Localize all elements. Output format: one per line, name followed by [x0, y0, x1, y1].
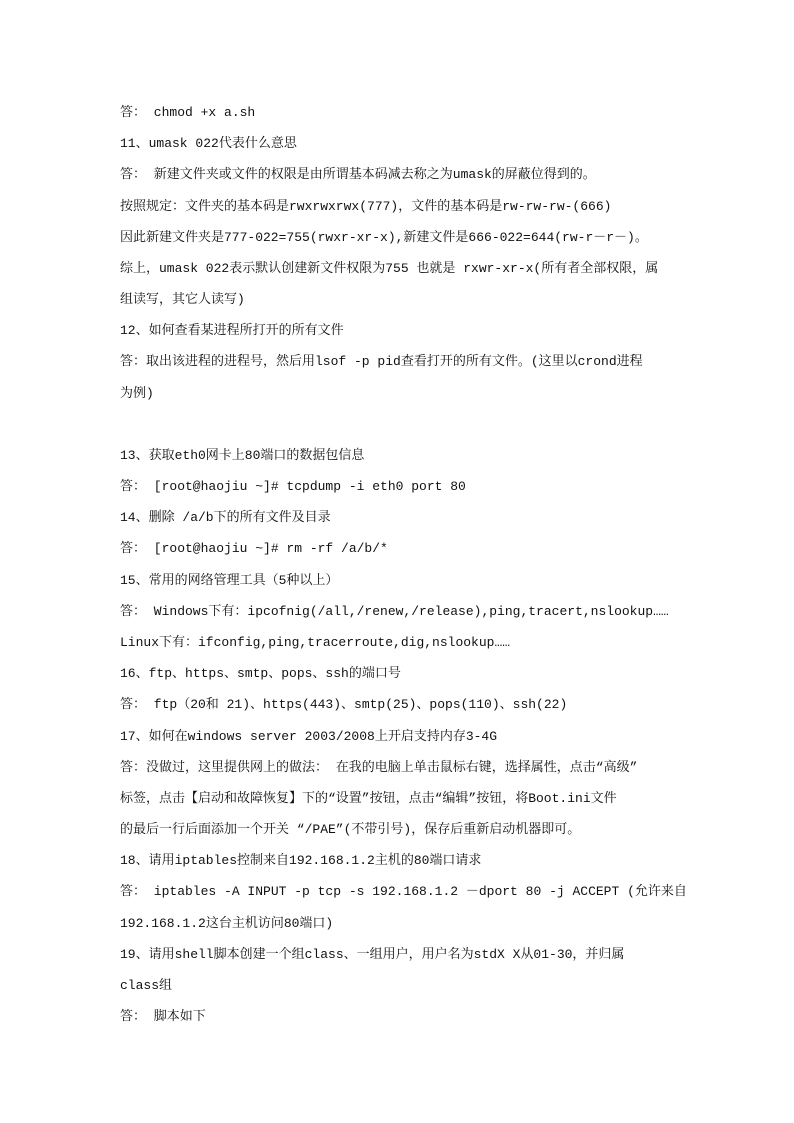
question-18: 18、请用iptables控制来自192.168.1.2主机的80端口请求: [120, 853, 482, 868]
answer-17-line-3: 的最后一行后面添加一个开关 “/PAE”(不带引号)，保存后重新启动机器即可。: [120, 822, 581, 837]
answer-chmod: 答： chmod +x a.sh: [120, 105, 256, 120]
answer-15-windows: 答： Windows下有：ipcofnig(/all,/renew,/release),ping,tracert,nslookup……: [120, 604, 669, 619]
answer-11-line-3: 因此新建文件夹是777-022=755(rwxr-xr-x),新建文件是666-022=644(rw-r－r－)。: [120, 230, 648, 245]
answer-18-line-2: 192.168.1.2这台主机访问80端口): [120, 916, 334, 931]
answer-19: 答： 脚本如下: [120, 1009, 206, 1024]
answer-16: 答： ftp（20和 21)、https(443)、smtp(25)、pops(110)、ssh(22): [120, 697, 568, 712]
question-16: 16、ftp、https、smtp、pops、ssh的端口号: [120, 666, 401, 681]
question-15: 15、常用的网络管理工具（5种以上）: [120, 573, 339, 588]
question-14: 14、删除 /a/b下的所有文件及目录: [120, 510, 331, 525]
answer-12-line-2: 为例): [120, 386, 154, 401]
answer-11-line-1: 答： 新建文件夹或文件的权限是由所谓基本码减去称之为umask的屏蔽位得到的。: [120, 167, 596, 182]
answer-12-line-1: 答：取出该进程的进程号，然后用lsof -p pid查看打开的所有文件。(这里以crond进程: [120, 354, 643, 369]
question-19-line-2: class组: [120, 978, 173, 993]
answer-14: 答： [root@haojiu ~]# rm -rf /a/b/*: [120, 541, 388, 556]
question-11: 11、umask 022代表什么意思: [120, 136, 297, 151]
answer-17-line-1: 答：没做过，这里提供网上的做法： 在我的电脑上单击鼠标右键，选择属性，点击“高级”: [120, 760, 638, 775]
answer-11-line-4: 综上，umask 022表示默认创建新文件权限为755 也就是 rxwr-xr-x(所有者全部权限，属: [120, 261, 659, 276]
answer-18-line-1: 答： iptables -A INPUT -p tcp -s 192.168.1.2 －dport 80 -j ACCEPT (允许来自: [120, 884, 687, 899]
question-19-line-1: 19、请用shell脚本创建一个组class、一组用户，用户名为stdX X从01-30，并归属: [120, 947, 625, 962]
answer-11-line-5: 组读写，其它人读写): [120, 292, 245, 307]
answer-11-line-2: 按照规定：文件夹的基本码是rwxrwxrwx(777)，文件的基本码是rw-rw-rw-(666): [120, 199, 612, 214]
answer-13: 答： [root@haojiu ~]# tcpdump -i eth0 port 80: [120, 479, 466, 494]
question-13: 13、获取eth0网卡上80端口的数据包信息: [120, 448, 365, 463]
question-12: 12、如何查看某进程所打开的所有文件: [120, 323, 344, 338]
question-17: 17、如何在windows server 2003/2008上开启支持内存3-4G: [120, 729, 498, 744]
answer-17-line-2: 标签，点击【启动和故障恢复】下的“设置”按钮，点击“编辑”按钮，将Boot.ini文件: [120, 791, 617, 806]
answer-15-linux: Linux下有：ifconfig,ping,tracerroute,dig,nslookup……: [120, 635, 511, 650]
